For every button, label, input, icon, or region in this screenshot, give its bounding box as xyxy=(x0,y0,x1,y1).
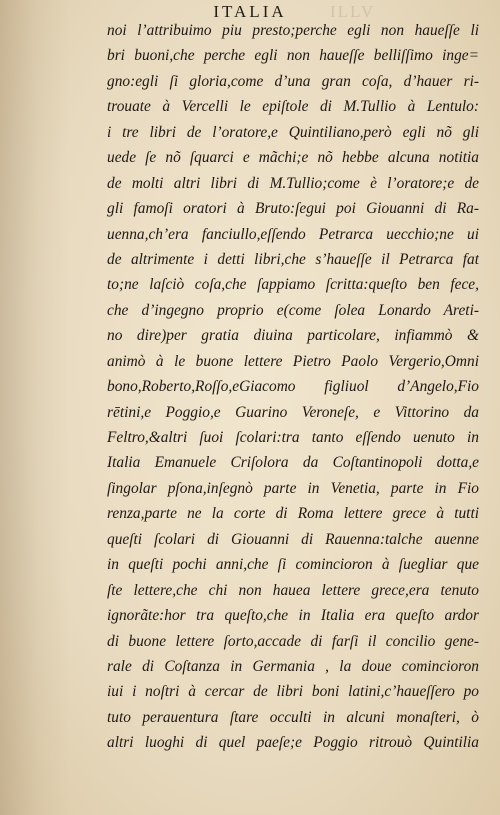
text-line: no dire)per gratia diuina particolare, infiammò & xyxy=(107,327,479,345)
text-line: Italia Emanuele Criſolora da Coſtantinopoli dotta,e xyxy=(107,454,479,472)
text-line: gno:egli ſi gloria,come d’una gran coſa, d’hauer ri- xyxy=(107,72,479,90)
running-head: ITALIA xyxy=(213,2,287,21)
text-line: i tre libri de l’oratore,e Quintiliano,però egli nõ gli xyxy=(107,123,479,141)
show-through-text: ILLV xyxy=(330,2,376,21)
text-line: gli famoſi oratori à Bruto:ſegui poi Giouanni di Ra- xyxy=(107,200,479,218)
gutter-shadow xyxy=(0,0,70,815)
text-line: tuto perauentura ſtare occulti in alcuni monaſteri, ò xyxy=(107,708,479,726)
text-line: di buone lettere ſorto,accade di farſi il concilio gene- xyxy=(107,632,479,650)
text-line: ſingolar pſona,inſegnò parte in Venetia, parte in Fio xyxy=(107,479,479,497)
text-line: iui i noſtri à cercar de libri boni latini,c’haueſſero po xyxy=(107,683,479,701)
text-line: bono,Roberto,Roſſo,eGiacomo figliuol d’Angelo,Fio xyxy=(107,378,479,396)
text-line: renza,parte ne la corte di Roma lettere grece à tutti xyxy=(107,505,479,523)
text-line: ſte lettere,che chi non hauea lettere grece,era tenuto xyxy=(107,581,479,599)
text-line: Feltro,&altri ſuoi ſcolari:tra tanto eſſendo uenuto in xyxy=(107,429,479,446)
text-line: ignorãte:hor tra queſto,che in Italia era queſto ardor xyxy=(107,607,479,625)
text-line: in queſti pochi anni,che ſi comincioron à ſuegliar que xyxy=(107,556,479,574)
body-text xyxy=(107,18,479,756)
text-line: trouate à Vercelli le epiſtole di M.Tullio à Lentulo: xyxy=(107,98,479,116)
text-line: rale di Coſtanza in Germania , la doue comincioron xyxy=(107,657,479,675)
text-line: uede ſe nõ ſquarci e mãchi;e nõ hebbe alcuna notitia xyxy=(107,149,479,167)
text-line: noi l’attribuimo piu presto;perche egli non haueſſe li xyxy=(107,22,479,39)
text-line: queſti ſcolari di Giouanni di Rauenna:talche auenne xyxy=(107,530,479,548)
text-line: altri luoghi di quel paeſe;e Poggio ritrouò Quintilia xyxy=(107,734,479,752)
text-line: rētini,e Poggio,e Guarino Veroneſe, e Vittorino da xyxy=(107,403,479,421)
text-line: de molti altri libri di M.Tullio;come è l’oratore;e de xyxy=(107,174,479,192)
text-line: de altrimente i detti libri,che s’haueſſe il Petrarca fat xyxy=(107,250,479,268)
text-line: to;ne laſciò coſa,che ſappiamo ſcritta:queſto ben fece, xyxy=(107,276,479,294)
text-line: uenna,ch’era fanciullo,eſſendo Petrarca uecchio;ne ui xyxy=(107,225,479,243)
text-line: animò à le buone lettere Pietro Paolo Vergerio,Omni xyxy=(107,352,479,370)
text-line: bri buoni,che perche egli non haueſſe belliſſimo inge= xyxy=(107,47,479,65)
text-line: che d’ingegno proprio e(come ſolea Lonardo Areti- xyxy=(107,301,479,319)
